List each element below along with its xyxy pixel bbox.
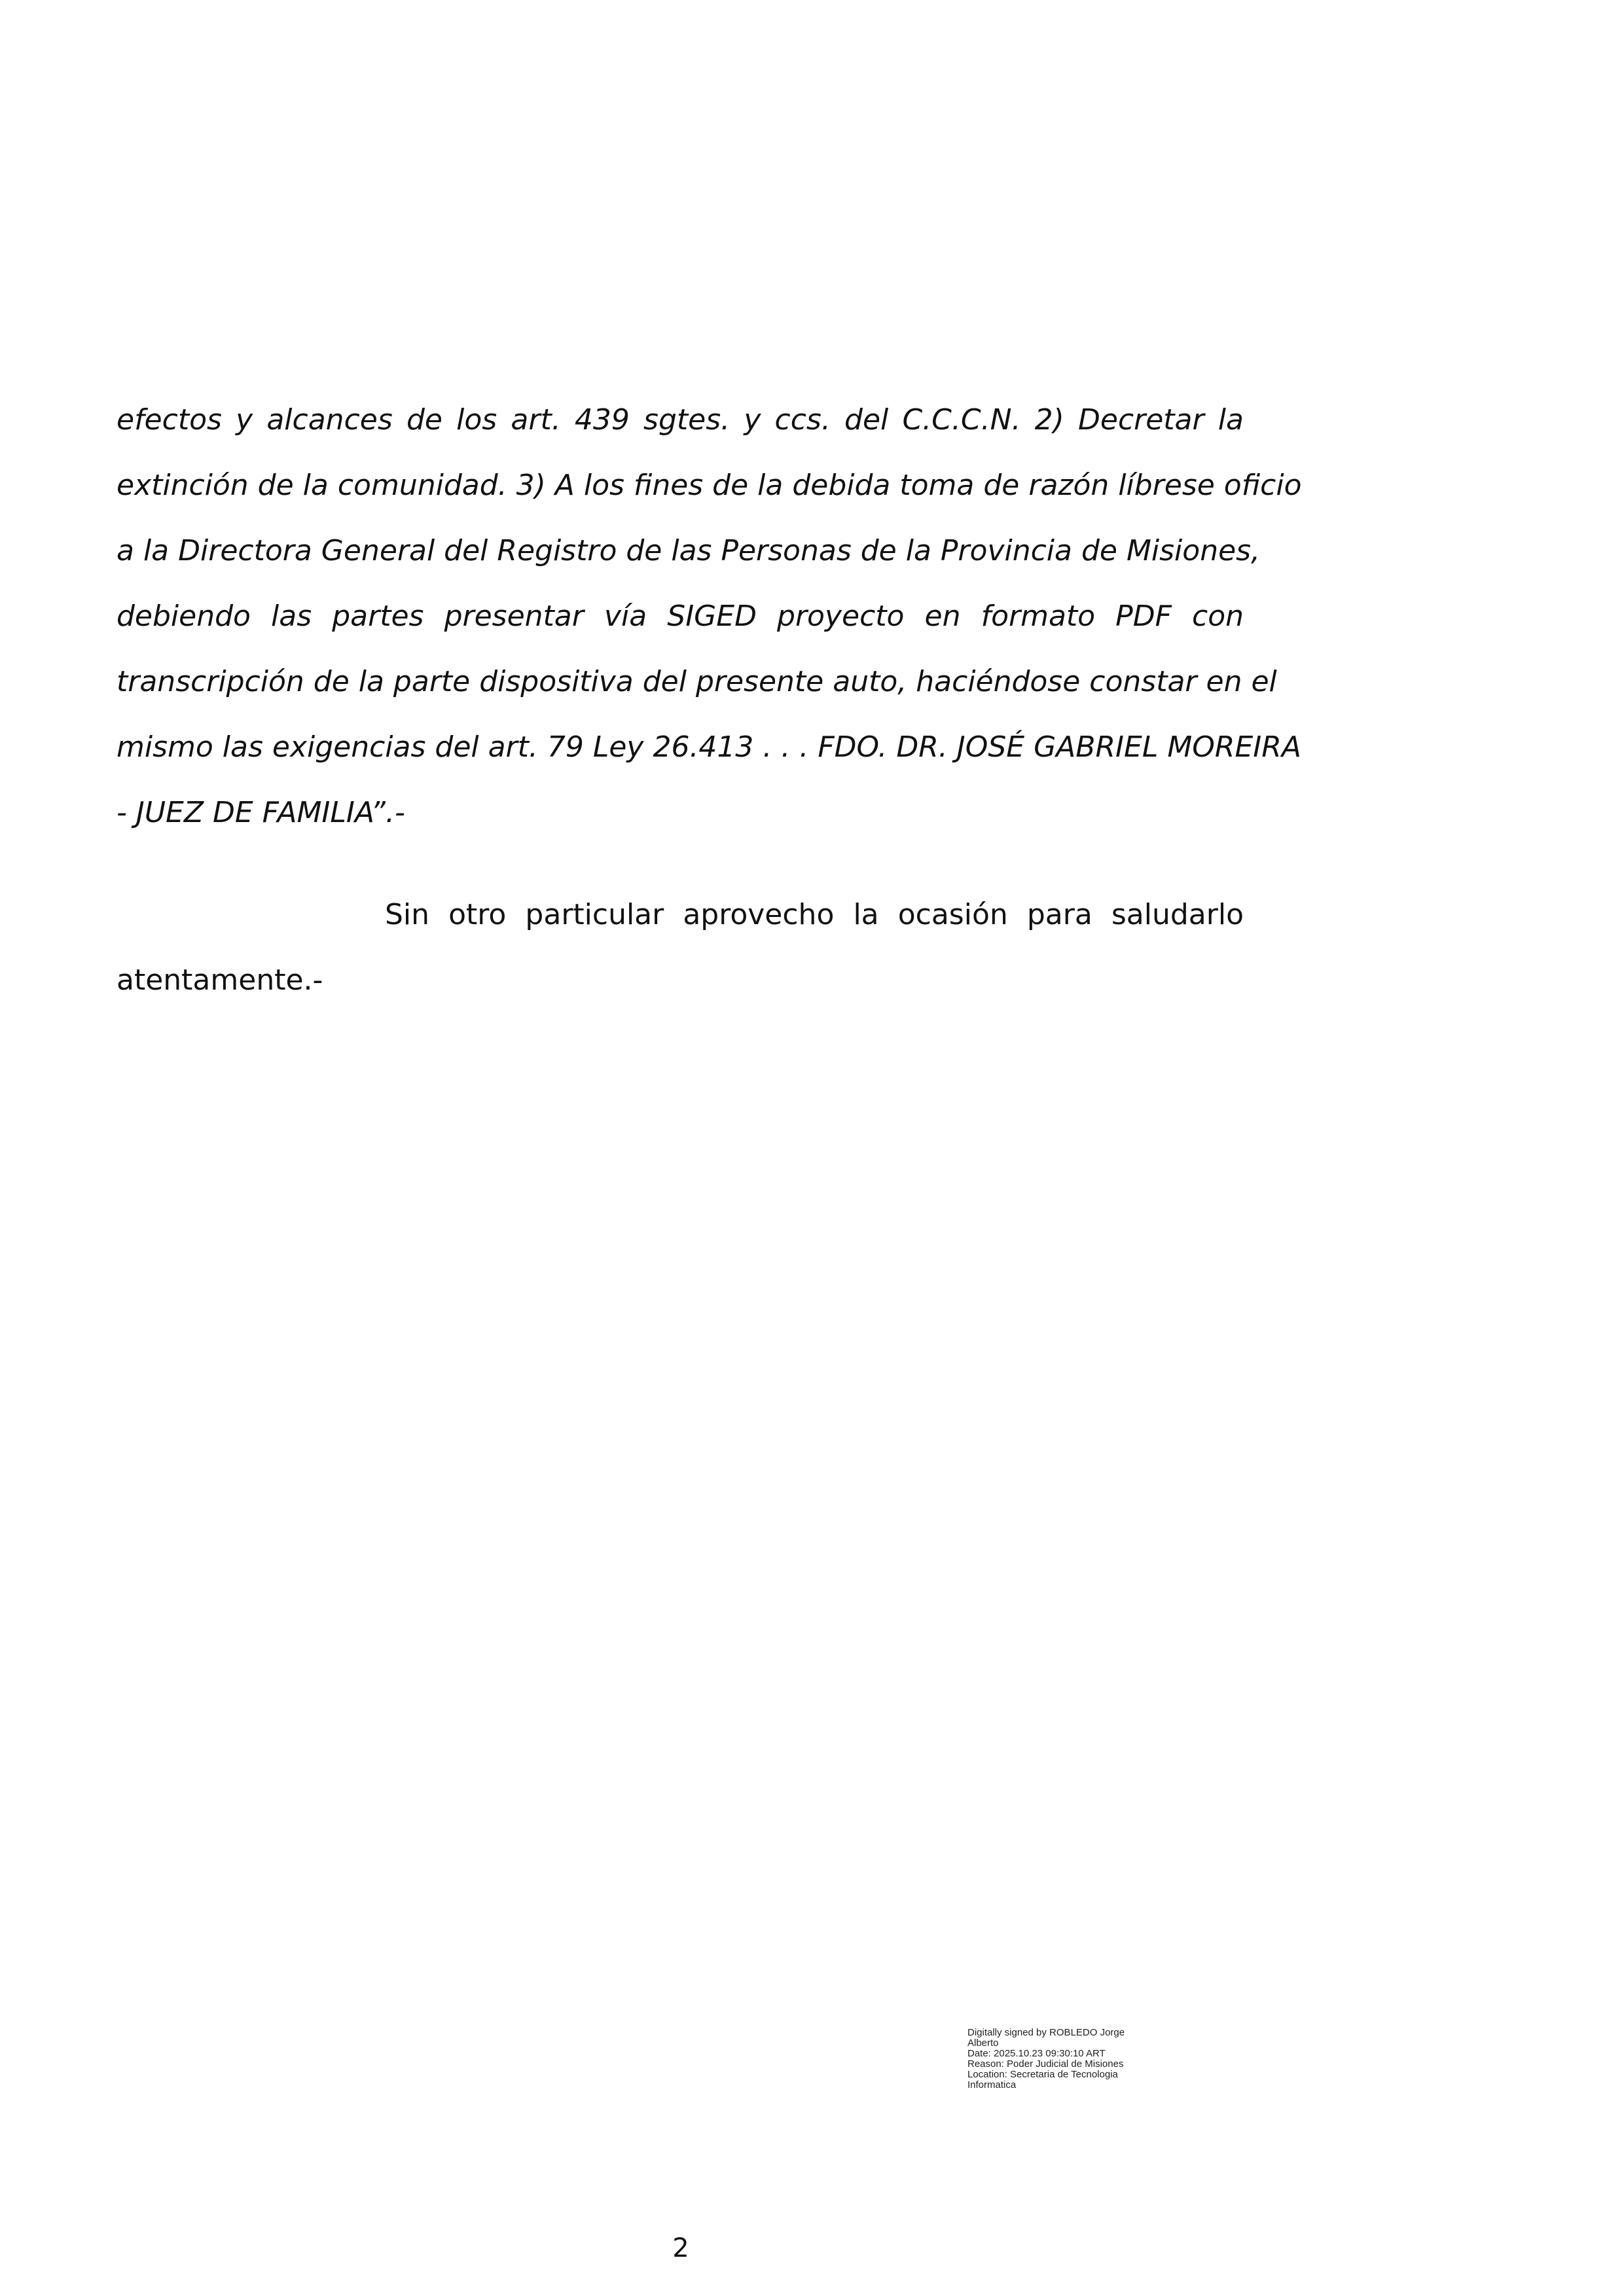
body-line-7: - JUEZ DE FAMILIA”.- bbox=[117, 796, 405, 829]
page-number: 2 bbox=[672, 2233, 689, 2263]
digital-signature-block bbox=[967, 2028, 1190, 2090]
body-line-4: debiendo las partes presentar vía SIGED proyecto en formato PDF con bbox=[117, 600, 1244, 633]
body-line-5: transcripción de la parte dispositiva del presente auto, haciéndose constar en el bbox=[117, 665, 1277, 698]
signature-line: Reason: Poder Judicial de Misiones bbox=[967, 2058, 1124, 2070]
signature-line: Informatica bbox=[967, 2079, 1017, 2090]
signature-line: Date: 2025.10.23 09:30:10 ART bbox=[967, 2048, 1106, 2059]
closing-line-2: atentamente.- bbox=[117, 963, 323, 997]
body-line-1: efectos y alcances de los art. 439 sgtes. y ccs. del C.C.C.N. 2) Decretar la bbox=[117, 403, 1244, 437]
body-line-6: mismo las exigencias del art. 79 Ley 26.413 . . . FDO. DR. JOSÉ GABRIEL MOREIRA bbox=[117, 730, 1301, 764]
body-line-3: a la Directora General del Registro de las Personas de la Provincia de Misiones, bbox=[117, 534, 1261, 567]
signature-line: Alberto bbox=[967, 2037, 999, 2049]
closing-line-1: Sin otro particular aprovecho la ocasión para saludarlo bbox=[385, 898, 1244, 931]
signature-line: Location: Secretaria de Tecnologia bbox=[967, 2069, 1118, 2080]
body-line-2: extinción de la comunidad. 3) A los fines de la debida toma de razón líbrese oficio bbox=[117, 469, 1302, 502]
signature-line: Digitally signed by ROBLEDO Jorge bbox=[967, 2027, 1125, 2038]
